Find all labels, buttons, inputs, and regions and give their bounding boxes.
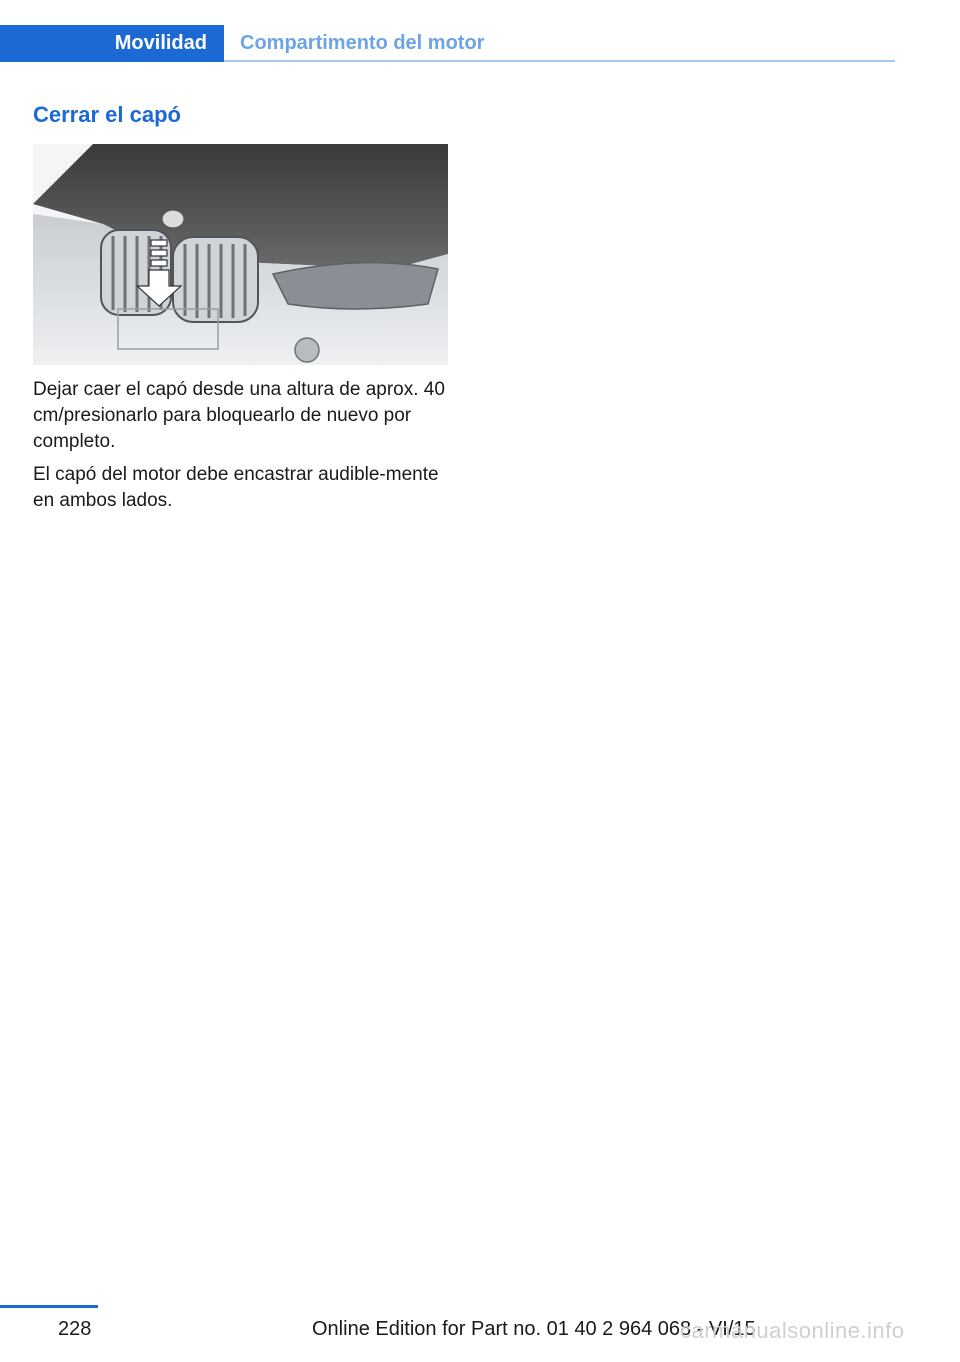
tab-compartimento-del-motor[interactable] <box>240 25 484 62</box>
chapter-header <box>0 25 895 62</box>
footer-divider <box>0 1305 98 1308</box>
instruction-text <box>33 377 453 521</box>
tab-movilidad-label: Movilidad <box>114 32 207 54</box>
paragraph-1: Dejar caer el capó desde una altura de aprox. 40 cm/presionarlo para bloquearlo de nuevo por completo. <box>33 379 445 452</box>
section-title: Cerrar el capó <box>33 102 181 127</box>
edition-note: Online Edition for Part no. 01 40 2 964 068 - VI/15 <box>312 1318 756 1340</box>
tab-movilidad[interactable] <box>0 25 224 62</box>
car-hood-closing-illustration <box>33 144 448 365</box>
page-number: 228 <box>58 1318 92 1340</box>
watermark: carmanualsonline.info <box>680 1318 905 1343</box>
paragraph-2: El capó del motor debe encastrar audible‐mente en ambos lados. <box>33 464 439 511</box>
header-divider <box>224 60 895 62</box>
tab-compartimento-label: Compartimento del motor <box>240 32 485 54</box>
